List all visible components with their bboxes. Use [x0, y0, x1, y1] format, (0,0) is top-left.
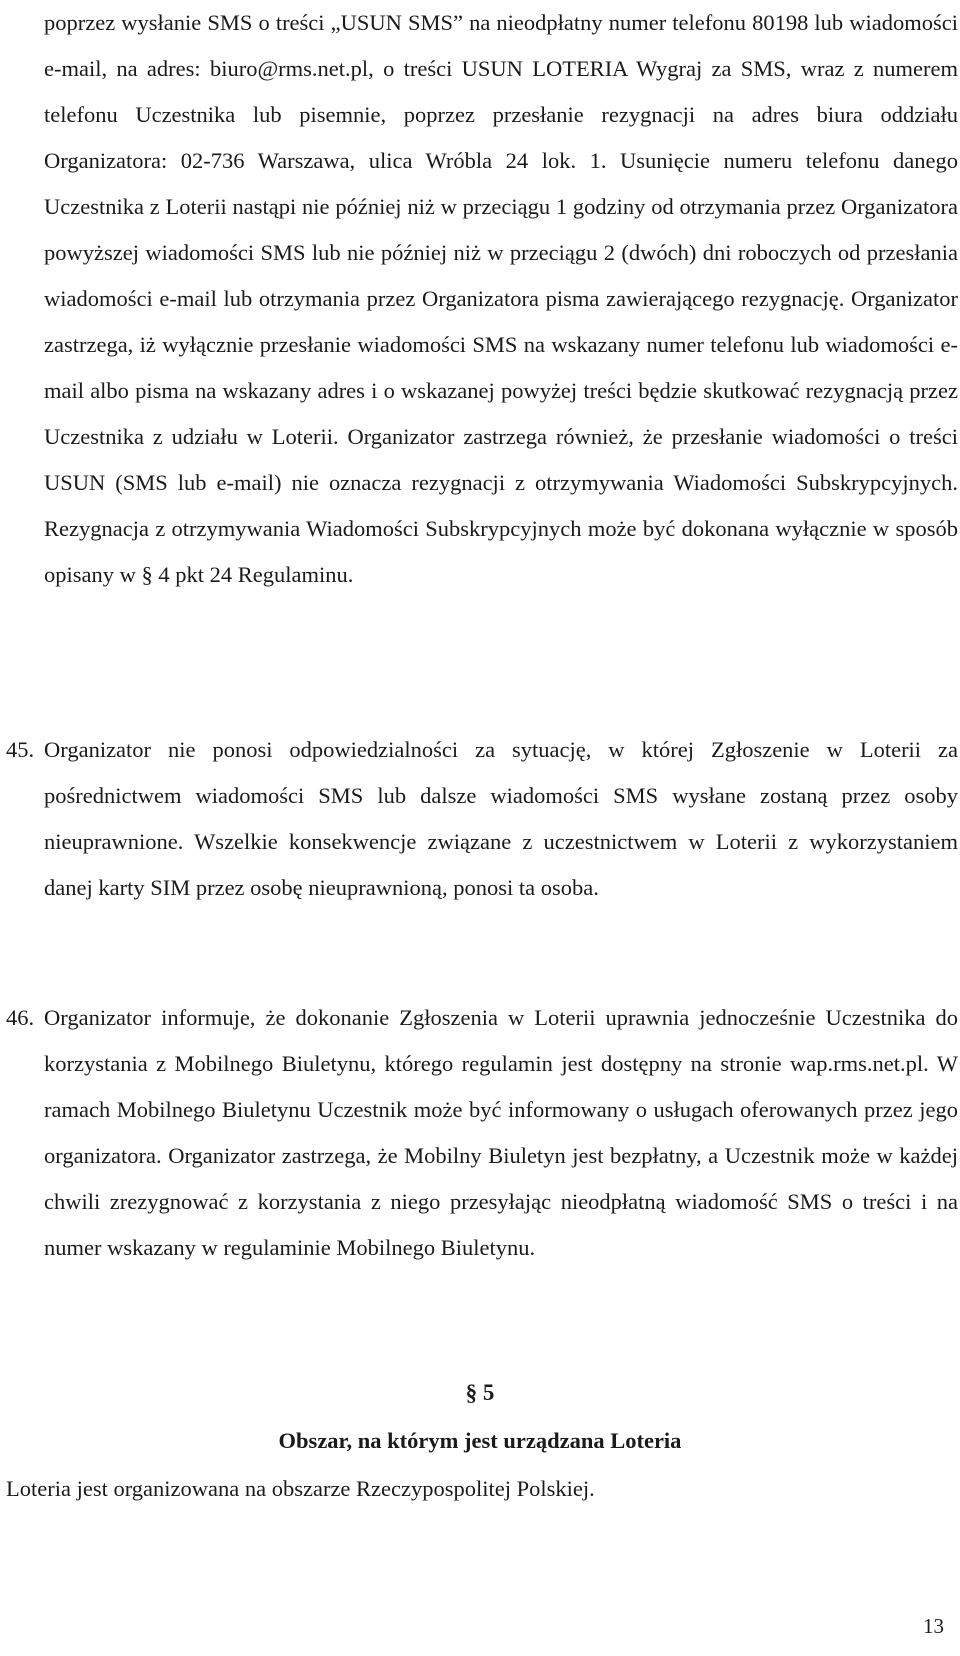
list-item-number: 46.	[6, 1005, 35, 1030]
section-title: Obszar, na którym jest urządzana Loteria	[278, 1428, 682, 1453]
continuation-text: poprzez wysłanie SMS o treści „USUN SMS” na nieodpłatny numer telefonu 80198 lub wiadomości e-mail, na adres: biuro@rms.net.pl, o treści USUN LOTERIA Wygraj za SMS, wraz z numerem telefonu Uczestnika lub pisemnie, poprzez przesłanie rezygnacji na adres biura oddziału Organizatora: 02-736 Warszawa, ulica Wróbla 24 lok. 1. Usunięcie numeru telefonu danego Uczestnika z Loterii nastąpi nie później niż w przeciągu 1 godziny od otrzymania przez Organizatora powyższej wiadomości SMS lub nie później niż w przeciągu 2 (dwóch) dni roboczych od przesłania wiadomości e-mail lub otrzymania przez Organizatora pisma zawierającego rezygnację. Organizator zastrzega, iż wyłącznie przesłanie wiadomości SMS na wskazany numer telefonu lub wiadomości e-mail albo pisma na wskazany adres i o wskazanej powyżej treści będzie skutkować rezygnacją przez Uczestnika z udziału w Loterii. Organizator zastrzega również, że przesłanie wiadomości o treści USUN (SMS lub e-mail) nie oznacza rezygnacji z otrzymywania Wiadomości Subskrypcyjnych. Rezygnacja z otrzymywania Wiadomości Subskrypcyjnych może być dokonana wyłącznie w sposób opisany w § 4 pkt 24 Regulaminu.	[44, 10, 958, 587]
section-body-text: Loteria jest organizowana na obszarze Rzeczypospolitej Polskiej.	[6, 1476, 595, 1501]
list-item-45	[6, 727, 958, 911]
list-item-text: Organizator nie ponosi odpowiedzialności za sytuację, w której Zgłoszenie w Loterii za pośrednictwem wiadomości SMS lub dalsze wiadomości SMS wysłane zostaną przez osoby nieuprawnione. Wszelkie konsekwencje związane z uczestnictwem w Loterii z wykorzystaniem danej karty SIM przez osobę nieuprawnioną, ponosi ta osoba.	[44, 737, 958, 900]
section-sign: § 5	[465, 1380, 495, 1405]
list-item-46	[6, 995, 958, 1271]
page-number: 13	[923, 1614, 944, 1638]
continuation-paragraph	[44, 0, 958, 598]
list-item-text: Organizator informuje, że dokonanie Zgłoszenia w Loterii uprawnia jednocześnie Uczestnika do korzystania z Mobilnego Biuletynu, którego regulamin jest dostępny na stronie wap.rms.net.pl. W ramach Mobilnego Biuletynu Uczestnik może być informowany o usługach oferowanych przez jego organizatora. Organizator zastrzega, że Mobilny Biuletyn jest bezpłatny, a Uczestnik może w każdej chwili zrezygnować z korzystania z niego przesyłając nieodpłatną wiadomość SMS o treści i na numer wskazany w regulaminie Mobilnego Biuletynu.	[44, 1005, 958, 1260]
list-item-number: 45.	[6, 737, 35, 762]
